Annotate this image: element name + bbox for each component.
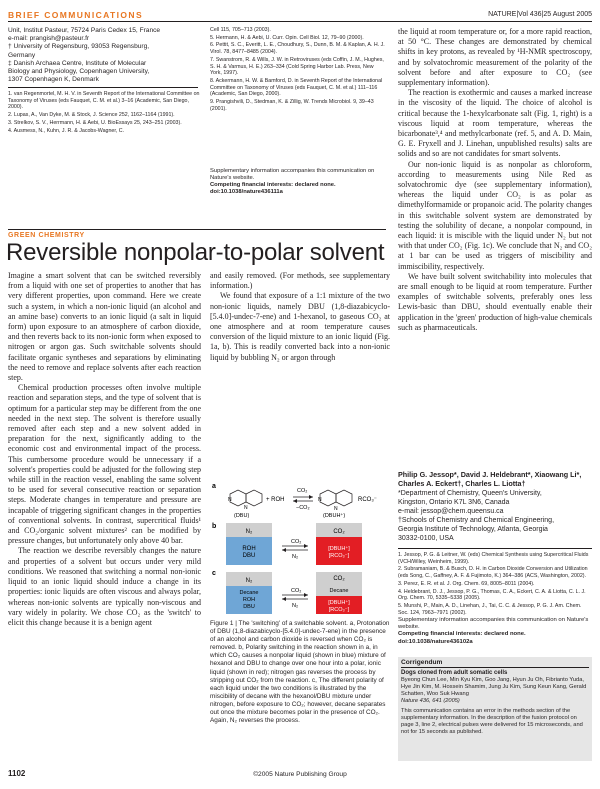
c-right-bottom-line2: [RCO₃⁻] — [328, 607, 350, 613]
corrigendum-authors: Byeong Chun Lee, Min Kyu Kim, Goo Jang, Hyun Ju Oh, Fibrianto Yuda, Hye Jin Kim, M. Hossein Shamim, Jung Ju Kim, Sung Keun Kang, Gerald Schatten, Woo Suk Hwang — [401, 677, 587, 698]
corrigendum-text: This communication contains an error in the methods section of the supplementary information. In the description of the fusion protocol on page 3, line 2, electrical pulses were delivered for 15 microseconds, and not for 15 seconds as published. — [401, 708, 583, 736]
prev-references-mid — [210, 27, 385, 112]
b-right-liquid-line1: [DBUH⁺] — [328, 546, 350, 552]
copyright: ©2005 Nature Publishing Group — [253, 771, 347, 778]
dbuh-nh-atom: N — [334, 506, 338, 512]
reference: 5. Munshi, P., Main, A. D., Linehan, J., Tai, C. C. & Jessop, P. G. J. Am. Chem. Soc. 124, 7963–7971 (2002). — [398, 602, 582, 616]
refs-rule-right — [398, 548, 592, 549]
minus-co2-label: −CO₂ — [296, 505, 310, 511]
doi: doi:10.1038/nature436111a — [210, 189, 283, 195]
corrigendum-box — [398, 657, 592, 761]
reference: 8. Ackermann, H. W. & Bamford, D. in Seventh Report of the International Committee on Taxonomy of Viruses (eds Fauquet, C. M. et al.) 111–116 (Academic, San Diego, 2000). — [210, 77, 383, 98]
c-left-liquid-line1: Decane — [239, 590, 259, 596]
paragraph: Chemical production processes often involve multiple reaction and separation steps, and the type of solvent that is optimum for a particular step may be different from the one needed in the next step. The solvent is therefore usually removed after each step and a new solvent added in preparation for the next, significantly adding to the economic cost and environmental impact of the process. This cumbersome procedure would be unnecessary if a solvent's properties could be adjusted for the following step while still in the reaction vessel, enabling the same solvent to be used for several consecutive reaction or separation steps. Moderate changes in temperature and pressure are incapable of triggering significant changes in the properties of conventional solvents. In contrast, supercritical fluids¹ and CO₂/organic solvent mixtures² can be modified by pressure changes, but unfortunately only above 40 bar. — [8, 383, 201, 546]
dbu-n-atom: N — [228, 497, 232, 503]
panel-c-label: c — [212, 570, 216, 577]
affil-line: *Department of Chemistry, Queen's University, — [398, 490, 542, 497]
b-right-liquid-line2: [RCO₃⁻] — [328, 553, 350, 559]
body-column-3 — [398, 27, 592, 333]
affil-line: Kingston, Ontario K7L 3N6, Canada — [398, 499, 510, 506]
paragraph: Imagine a smart solvent that can be switched reversibly from a liquid with one set of properties to another that has very different properties, upon command. Here we create such a system, in which a non-ionic liquid (an alcohol and an amine base) converts to an ionic liquid (a salt in liquid form) upon exposure to an atmosphere of carbon dioxide, and then reverts back to its non-ionic form when exposed to nitrogen or argon gas. Such switchable solvents should facilitate organic syntheses and separations by eliminating the need to remove and replace solvents after each reaction step. — [8, 271, 201, 383]
reference: 6. Pettit, S. C., Everitt, L. E., Choudhury, S., Dunn, B. M. & Kaplan, A. H. J. Virol. 78, 8477–8485 (2004). — [210, 42, 385, 56]
panel-a-label: a — [212, 483, 216, 490]
supp-info: Supplementary information accompanies this communication on Nature's website. — [210, 168, 375, 181]
dbuh-n-atom: N — [318, 497, 322, 503]
reference: Cell 115, 705–713 (2003). — [210, 27, 271, 33]
article-title: Reversible nonpolar-to-polar solvent — [6, 239, 385, 266]
reference: 1. van Regenmortel, M. H. V. in Seventh Report of the International Committee on Taxonomy of Viruses (eds Fauquet, C. M. et al.) 3–16 (Academic, San Diego, 2000). — [8, 91, 200, 111]
c-left-liquid-line2: ROH — [242, 597, 256, 603]
supp-info-right — [398, 617, 592, 646]
paragraph: Our non-ionic liquid is as nonpolar as chloroform, according to measurements using Nile Red as solvatochromic dye (see supplementary information), whereas the liquid under CO₂ is as polar as dimethylformamide or propanoic acid. The polarity changes in this switchable solvent system are demonstrated by testing the solubility of decane, a nonpolar compound, in each liquid: it is miscible with the liquid under N₂ but not with that under CO₂ (Fig. 1c). We conclude that N₂ and CO₂ at 1 bar can be used as triggers of miscibility and immiscibility, respectively. — [398, 159, 592, 271]
c-right-bottom-line1: [DBUH⁺] — [328, 600, 350, 606]
b-left-gas-label: N₂ — [245, 529, 253, 535]
prev-references-left — [8, 91, 200, 134]
rco3-label: RCO₃⁻ — [358, 497, 377, 503]
corrigendum-heading: Corrigendum — [401, 659, 589, 668]
paragraph: We have built solvent switchability into molecules that are small enough to be liquid at room temperature. Further examples of switchable solvents, preferably ones less Lewis-basic than DBU, should eventually enable their application in the 'green' production of high-value chemicals such as pharmaceuticals. — [398, 271, 592, 332]
affil-line: † University of Regensburg, 93053 Regensburg, — [8, 43, 150, 51]
affil-line: Biology and Physiology, Copenhagen University, — [8, 68, 150, 76]
refs-rule — [8, 87, 198, 88]
figure-1 — [210, 480, 390, 616]
affil-line: 30332-0100, USA — [398, 535, 454, 542]
affil-line: ‡ Danish Archaea Centre, Institute of Molecular — [8, 59, 147, 67]
corrigendum-title: Dogs cloned from adult somatic cells — [401, 670, 508, 676]
reference: 2. Lupas, A., Van Dyke, M. & Stock, J. Science 252, 1162–1164 (1991). — [8, 112, 175, 119]
co2-label: CO₂ — [297, 488, 308, 494]
reference: 3. Strelkov, S. V., Herrmann, H. & Aebi, U. BioEssays 25, 243–251 (2003). — [8, 119, 182, 126]
section-label: GREEN CHEMISTRY — [8, 232, 85, 239]
b-left-liquid-line2: DBU — [242, 553, 256, 559]
section-header: BRIEF COMMUNICATIONS — [8, 10, 144, 20]
dbuh-label: (DBUH⁺) — [323, 513, 346, 519]
dbu-n-atom: N — [244, 505, 248, 511]
c-left-gas-label: N₂ — [245, 578, 253, 584]
author-list: Philip G. Jessop*, David J. Heldebrant*, Xiaowang Li*, Charles A. Eckert†, Charles L. Liotta† — [398, 470, 582, 489]
figure-caption: Figure 1 | The 'switching' of a switchable solvent. a, Protonation of DBU (1,8-diazabicyclo-[5.4.0]-undec-7-ene) in the presence of an alcohol and carbon dioxide is reversed when CO₂ is removed. b, Polarity switching in the reaction shown in a, in which CO₂ causes a nonpolar liquid (shown in blue) mixture of hexanol and DBU to change over one hour into a polar, ionic liquid (shown in red); nitrogen gas reverses the process by stripping out CO₂ from the reaction. c, The different polarity of each liquid under the two conditions is illustrated by the miscibility of decane with the hexanol/DBU mixture under nitrogen, before exposure to CO₂; however, decane separates out once the mixture becomes polar in the presence of CO₂. Again, N₂ reverses the process. — [210, 620, 390, 725]
reference: 7. Swanstrom, R. & Wills, J. W. in Retroviruses (eds Coffin, J. M., Hughes, S. H. & Varmus, H. E.) 263–334 (Cold Spring Harbor Lab. Press, New York, 1997). — [210, 56, 384, 77]
paragraph: the liquid at room temperature or, for a more rapid reaction, at 50 °C. These changes are demonstrated by chemical shifts in key protons, as revealed by ¹H-NMR spectroscopy, and by solvatochromic measurement of the polarity of the solvent before and after exposure to CO₂ (see supplementary information). — [398, 27, 592, 88]
figure-graphic — [210, 480, 390, 616]
corrigendum-cite: Nature 436, 641 (2005) — [401, 698, 460, 705]
reference: 4. Ausmess, N., Kuhn, J. R. & Jacobs-Wagner, C. — [8, 127, 125, 134]
affil-line: Germany — [8, 51, 36, 59]
affil-line: Georgia Institute of Technology, Atlanta, Georgia — [398, 526, 548, 533]
c-arrow-top-label: CO₂ — [291, 588, 302, 594]
supp-info: Supplementary information accompanies this communication on Nature's website. — [398, 617, 589, 631]
prev-supp-info — [210, 168, 385, 196]
b-right-gas-label: CO₂ — [333, 529, 345, 535]
reference: 3. Perez, E. R. et al. J. Org. Chem. 69, 8005–8011 (2004). — [398, 580, 535, 587]
paragraph: We found that exposure of a 1:1 mixture of the two non-ionic liquids, namely DBU (1,8-diazabicyclo-[5.4.0]-undec-7-ene) and 1-hexanol, to gaseous CO₂ at one atmosphere and at room temperature causes conversion of the liquid mixture to an ionic liquid (Fig. 1a, b). This is readily converted back into a non-ionic liquid by bubbling N₂ or argon through — [210, 291, 390, 362]
b-arrow-bottom-label: N₂ — [292, 554, 299, 560]
roh-label: + ROH — [266, 497, 285, 503]
section-rule — [8, 229, 386, 230]
author-affiliations — [398, 489, 592, 543]
c-arrow-bottom-label: N₂ — [292, 603, 299, 609]
panel-b-label: b — [212, 523, 217, 530]
reference: 1. Jessop, P. G. & Leitner, W. (eds) Chemical Synthesis using Supercritical Fluids (VCH/Wiley, Weinheim, 1999). — [398, 552, 589, 565]
affil-line: †Schools of Chemistry and Chemical Engineering, — [398, 517, 555, 524]
competing-interests: Competing financial interests: declared none. — [398, 631, 526, 638]
reference: 4. Heldebrant, D. J., Jessop, P. G., Thomas, C. A., Eckert, C. A. & Liotta, C. L. J. Org. Chem. 70, 5335–5338 (2005). — [398, 588, 586, 602]
reference: 2. Subramaniam, B. & Busch, D. H. in Carbon Dioxide Conversion and Utilization (eds Song, C., Gaffney, A. F. & Fujimoto, K.) 364–386 (ACS, Washington, 2002). — [398, 566, 588, 580]
c-right-gas-label: CO₂ — [333, 576, 345, 582]
affil-line: Unit, Institut Pasteur, 75724 Paris Cedex 15, France — [8, 27, 161, 34]
affil-line: e-mail: prangish@pasteur.fr — [8, 35, 90, 43]
references-right — [398, 552, 592, 616]
body-column-2 — [210, 271, 390, 363]
page-number: 1102 — [8, 769, 26, 778]
competing-interests: Competing financial interests: declared none. — [210, 182, 336, 188]
paragraph: The reaction is exothermic and causes a marked increase in the viscosity of the liquid. The choice of alcohol is critical because the 1-hexylcarbonate salt (Fig. 1, right) is a viscous liquid at room temperature, whereas the bicarbonate³,⁴ and methylcarbonate (ref. 5, and A. D. Main, G. E. Fryxell and J. Linehan, unpublished results) salts are solids and so are not candidates for smart solvents. — [398, 88, 592, 159]
b-arrow-top-label: CO₂ — [291, 539, 302, 545]
c-right-top-liquid-label: Decane — [329, 588, 349, 594]
paragraph: The reaction we describe reversibly changes the nature and properties of a solvent but occurs under very mild conditions. We reasoned that switching a normal non-ionic liquid to an ionic liquid should induce a change in its properties: ionic liquids are often viscous and always polar, whereas non-ionic solvents are typically non-viscous and vary widely in polarity. We chose CO₂ as the 'switch' to elicit this change because it is a benign agent — [8, 546, 201, 627]
reference: 5. Hermann, H. & Aebi, U. Curr. Opin. Cell Biol. 12, 79–90 (2000). — [210, 34, 364, 41]
affil-line: e-mail: jessop@chem.queensu.ca — [398, 508, 504, 515]
affil-line: 1307 Copenhagen K, Denmark — [8, 76, 99, 84]
paragraph: and easily removed. (For methods, see supplementary information.) — [210, 271, 390, 291]
body-column-1 — [8, 271, 201, 628]
reference: 9. Prangishvili, D., Stedman, K. & Zillig, W. Trends Microbiol. 9, 39–43 (2001). — [210, 99, 374, 112]
c-left-liquid-line3: DBU — [243, 604, 255, 610]
doi: doi:10.1038/nature436102a — [398, 638, 473, 645]
header-rule — [8, 21, 592, 22]
prev-affiliations — [8, 27, 203, 84]
b-left-liquid-line1: ROH — [242, 546, 256, 552]
journal-info: NATURE|Vol 436|25 August 2005 — [488, 11, 592, 18]
dbu-label: (DBU) — [234, 513, 250, 519]
